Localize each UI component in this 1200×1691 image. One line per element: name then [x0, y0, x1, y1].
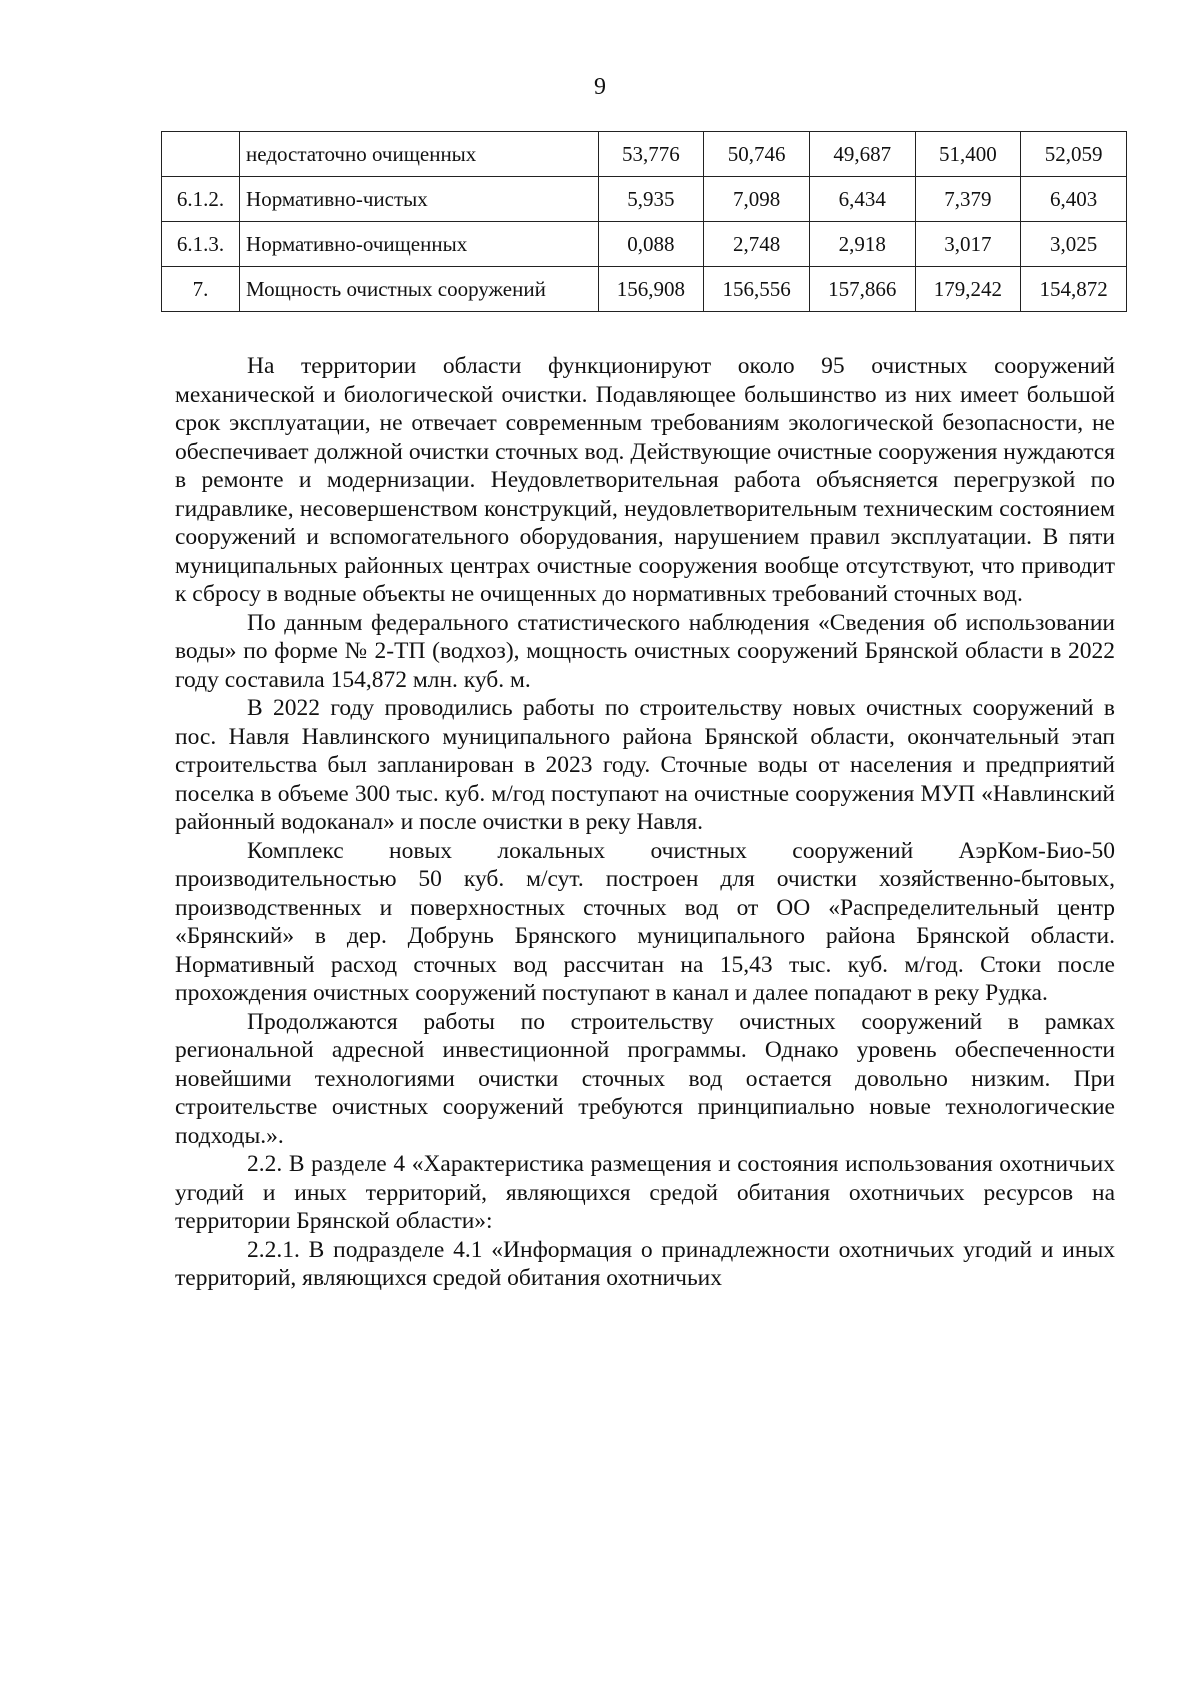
paragraph: На территории области функционируют около 95 очистных сооружений механической и биологической очистки. Подавляющее большинство из них имеет большой срок эксплуатации, не отвечает современным требованиям экологической безопасности, не обеспечивает должной очистки сточных вод. Действующие очистные сооружения нуждаются в ремонте и модернизации. Неудовлетворительная работа объясняется перегрузкой по гидравлике, несовершенством конструкций, неудовлетворительным техническим состоянием сооружений и вспомогательного оборудования, нарушением правил эксплуатации. В пяти муниципальных районных центрах очистные сооружения вообще отсутствуют, что приводит к сбросу в водные объекты не очищенных до нормативных требований сточных вод. [175, 353, 1115, 607]
table-row [162, 132, 1127, 177]
table-cell: 5,935 [598, 177, 704, 222]
row-code: 7. [162, 267, 240, 312]
table-cell: 0,088 [598, 222, 704, 267]
table-cell: 6,434 [809, 177, 915, 222]
table-cell: 53,776 [598, 132, 704, 177]
table-cell: 3,025 [1021, 222, 1127, 267]
table-cell: 2,918 [809, 222, 915, 267]
row-code [162, 132, 240, 177]
row-code: 6.1.2. [162, 177, 240, 222]
row-name: Нормативно-чистых [240, 177, 599, 222]
table-cell: 51,400 [915, 132, 1021, 177]
paragraph: 2.2. В разделе 4 «Характеристика размещения и состояния использования охотничьих угодий и иных территорий, являющихся средой обитания охотничьих ресурсов на территории Брянской области»: [175, 1151, 1115, 1234]
table-cell: 50,746 [704, 132, 810, 177]
table-row [162, 177, 1127, 222]
table-cell: 179,242 [915, 267, 1021, 312]
paragraph: Комплекс новых локальных очистных сооружений АэрКом-Био-50 производительностью 50 куб. м/сут. построен для очистки хозяйственно-бытовых, производственных и поверхностных сточных вод от ОО «Распределительный центр «Брянский» в дер. Добрунь Брянского муниципального района Брянской области. Нормативный расход сточных вод рассчитан на 15,43 тыс. куб. м/год. Стоки после прохождения очистных сооружений поступают в канал и далее попадают в реку Рудка. [175, 837, 1115, 1006]
table-cell: 49,687 [809, 132, 915, 177]
table-cell: 156,908 [598, 267, 704, 312]
data-table [161, 131, 1127, 312]
table-row [162, 267, 1127, 312]
table-row [162, 222, 1127, 267]
table-cell: 7,098 [704, 177, 810, 222]
row-name: Мощность очистных сооружений [240, 267, 599, 312]
paragraph: В 2022 году проводились работы по строительству новых очистных сооружений в пос. Навля Навлинского муниципального района Брянской области, окончательный этап строительства был запланирован в 2023 году. Сточные воды от населения и предприятий поселка в объеме 300 тыс. куб. м/год поступают на очистные сооружения МУП «Навлинский районный водоканал» и после очистки в реку Навля. [175, 695, 1115, 835]
page-number: 9 [594, 74, 606, 100]
paragraph: Продолжаются работы по строительству очистных сооружений в рамках региональной адресной инвестиционной программы. Однако уровень обеспеченности новейшими технологиями очистки сточных вод остается довольно низким. При строительстве очистных сооружений требуются принципиально новые технологические подходы.». [175, 1008, 1115, 1149]
row-name: Нормативно-очищенных [240, 222, 599, 267]
table-cell: 154,872 [1021, 267, 1127, 312]
table-cell: 156,556 [704, 267, 810, 312]
table-cell: 3,017 [915, 222, 1021, 267]
table-cell: 157,866 [809, 267, 915, 312]
row-name: недостаточно очищенных [240, 132, 599, 177]
paragraph: По данным федерального статистического наблюдения «Сведения об использовании воды» по форме № 2-ТП (водхоз), мощность очистных сооружений Брянской области в 2022 году составила 154,872 млн. куб. м. [175, 609, 1115, 693]
table-cell: 52,059 [1021, 132, 1127, 177]
paragraph: 2.2.1. В подразделе 4.1 «Информация о принадлежности охотничьих угодий и иных территорий, являющихся средой обитания охотничьих [175, 1236, 1115, 1291]
table-cell: 2,748 [704, 222, 810, 267]
table-cell: 6,403 [1021, 177, 1127, 222]
row-code: 6.1.3. [162, 222, 240, 267]
table-cell: 7,379 [915, 177, 1021, 222]
body-text [175, 352, 1115, 1293]
